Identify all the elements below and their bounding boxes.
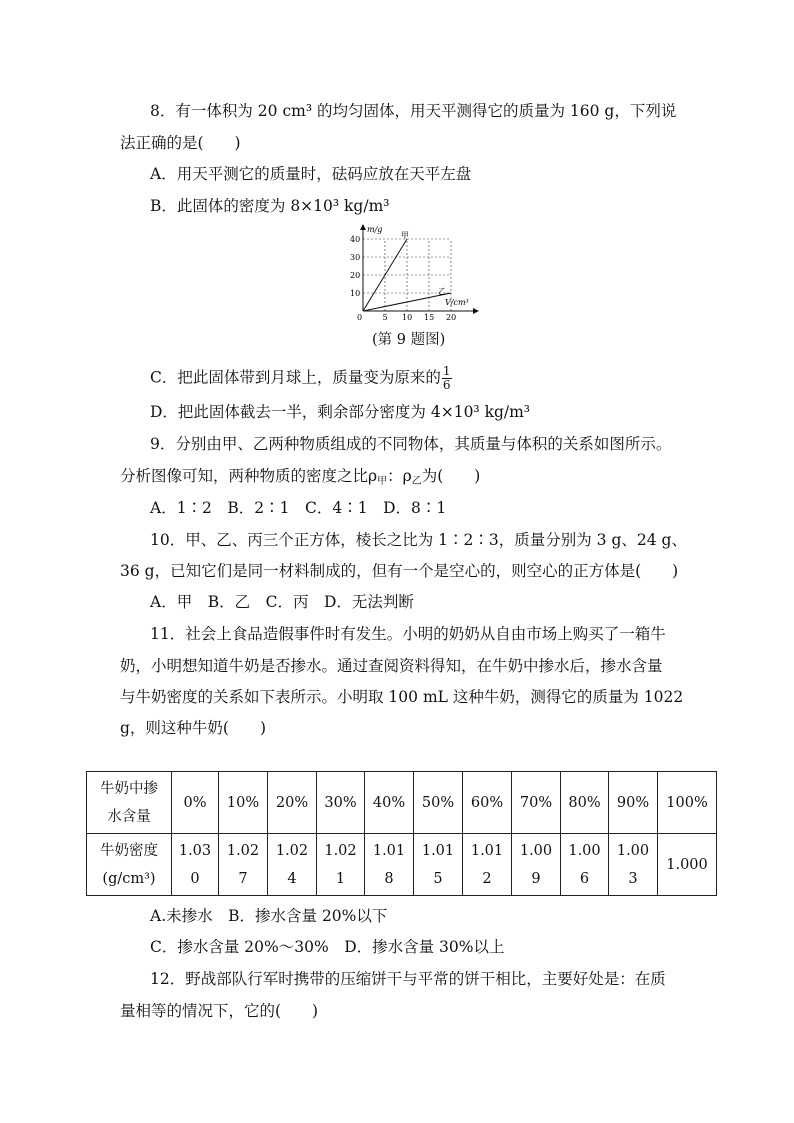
- q12-stem-line2: 量相等的情况下，它的( ): [120, 1002, 319, 1020]
- x-tick-label: 10: [402, 313, 413, 322]
- density-part-2: 1: [335, 870, 346, 887]
- density-part-1: 1.03: [178, 842, 212, 859]
- density-part-1: 1.02: [324, 842, 357, 859]
- q10-stem-line2: 36 g，已知它们是同一材料制成的，但有一个是空心的，则空心的正方体是( ): [120, 562, 679, 580]
- q11-options-cd: C．掺水含量 20%～30% D．掺水含量 30%以上: [150, 938, 505, 956]
- table-cell-density: [561, 834, 609, 896]
- figure-caption: (第 9 题图): [372, 332, 446, 348]
- density-part-2: 8: [384, 870, 394, 887]
- q8-option-b: B．此固体的密度为 8×10³ kg/m³: [150, 197, 390, 215]
- q8-option-d: D．把此固体截去一半，剩余部分密度为 4×10³ kg/m³: [150, 403, 531, 421]
- table-cell-water-percent: 50%: [414, 772, 463, 834]
- table-cell-density: [268, 834, 317, 896]
- density-part-2: 7: [238, 870, 248, 887]
- table-row-density: [87, 834, 717, 896]
- density-part-1: 1.000: [666, 856, 708, 873]
- table-cell-water-percent: 80%: [561, 772, 609, 834]
- q8-stem-line1: 8．有一体积为 20 cm³ 的均匀固体，用天平测得它的质量为 160 g，下列说: [150, 102, 677, 120]
- density-part-2: 6: [579, 870, 590, 887]
- mass-volume-chart: [340, 222, 480, 327]
- fraction-numerator: 1: [442, 364, 451, 378]
- table-cell-density: [609, 834, 658, 896]
- rho-sub-jia: 甲: [377, 476, 388, 487]
- q9-stem-pre: 分析图像可知，两种物质的密度之比ρ: [120, 467, 378, 485]
- row-header-density: 牛奶密度 (g/cm³): [87, 834, 172, 896]
- q11-stem-line4: g，则这种牛奶( ): [120, 719, 267, 737]
- table-cell-water-percent: 40%: [365, 772, 414, 834]
- y-tick-label: 40: [350, 235, 361, 244]
- q11-options-ab: A.未掺水 B．掺水含量 20%以下: [150, 907, 388, 925]
- table-cell-density: [219, 834, 268, 896]
- table-cell-density: [512, 834, 561, 896]
- y-tick-label: 30: [350, 253, 361, 262]
- y-axis-arrow: [360, 224, 366, 230]
- table-cell-water-percent: 70%: [512, 772, 561, 834]
- q9-stem-line2: [120, 466, 480, 492]
- x-axis-label: V/cm³: [445, 298, 469, 307]
- table-cell-water-percent: 10%: [219, 772, 268, 834]
- table-cell-water-percent: 90%: [609, 772, 658, 834]
- table-cell-water-percent: 20%: [268, 772, 317, 834]
- x-tick-label: 15: [424, 313, 435, 322]
- series-label-yi: 乙: [438, 287, 446, 296]
- density-part-1: 1.01: [421, 842, 455, 859]
- milk-density-table: [86, 771, 717, 896]
- fraction-denominator: 6: [442, 378, 451, 392]
- q10-options: A．甲 B．乙 C．丙 D．无法判断: [150, 593, 414, 611]
- q9-options: A．1∶2 B．2∶1 C．4∶1 D．8∶1: [150, 499, 447, 517]
- table-cell-density: [317, 834, 365, 896]
- y-tick-label: 10: [350, 289, 361, 298]
- q12-stem-line1: 12．野战部队行军时携带的压缩饼干与平常的饼干相比，主要好处是：在质: [150, 970, 666, 988]
- density-part-2: 4: [287, 870, 297, 887]
- density-part-2: 5: [433, 870, 443, 887]
- series-label-jia: 甲: [401, 231, 409, 240]
- q11-stem-line1: 11．社会上食品造假事件时有发生。小明的奶奶从自由市场上购买了一箱牛: [150, 625, 666, 643]
- density-part-1: 1.00: [616, 842, 650, 859]
- density-part-2: 9: [531, 870, 541, 887]
- q9-stem-line1: 9．分别由甲、乙两种物质组成的不同物体，其质量与体积的关系如图所示。: [150, 435, 672, 453]
- q8-option-c: [150, 365, 452, 392]
- density-part-2: 2: [482, 870, 492, 887]
- origin-label: 0: [357, 313, 363, 322]
- q8-option-c-text: C．把此固体带到月球上，质量变为原来的: [150, 368, 441, 387]
- density-part-2: 3: [628, 870, 638, 887]
- q11-stem-line3: 与牛奶密度的关系如下表所示。小明取 100 mL 这种牛奶，测得它的质量为 1022: [120, 688, 684, 706]
- table-cell-water-percent: 100%: [658, 772, 717, 834]
- table-cell-water-percent: 60%: [463, 772, 512, 834]
- q11-stem-line2: 奶，小明想知道牛奶是否掺水。通过查阅资料得知，在牛奶中掺水后，掺水含量: [120, 657, 663, 675]
- ratio-colon: ：ρ: [387, 467, 412, 485]
- y-tick-label: 20: [350, 271, 361, 280]
- density-part-1: 1.02: [226, 842, 260, 859]
- table-cell-density: [414, 834, 463, 896]
- q10-stem-line1: 10．甲、乙、丙三个正方体，棱长之比为 1∶2∶3，质量分别为 3 g、24 g、: [150, 531, 687, 549]
- table-cell-density: [172, 834, 219, 896]
- density-part-1: 1.01: [470, 842, 504, 859]
- row-header-water-content: 牛奶中掺 水含量: [87, 772, 172, 834]
- x-tick-label: 20: [446, 313, 457, 322]
- x-axis-arrow: [473, 308, 479, 314]
- density-part-1: 1.00: [519, 842, 553, 859]
- x-tick-label: 5: [382, 313, 388, 322]
- table-cell-density: [658, 834, 717, 896]
- y-axis-label: m/g: [367, 225, 383, 234]
- fraction: [442, 365, 452, 392]
- table-cell-density: [365, 834, 414, 896]
- q8-option-a: A．用天平测它的质量时，砝码应放在天平左盘: [150, 165, 472, 183]
- q9-stem-post: 为( ): [421, 467, 481, 485]
- table-cell-water-percent: 30%: [317, 772, 365, 834]
- q8-stem-line2: 法正确的是( ): [120, 134, 241, 152]
- table-row-water-content: [87, 772, 717, 834]
- chart-grid: [363, 239, 451, 311]
- rho-sub-yi: 乙: [411, 476, 422, 487]
- table-cell-density: [463, 834, 512, 896]
- density-part-1: 1.02: [275, 842, 309, 859]
- table-cell-water-percent: 0%: [172, 772, 219, 834]
- density-part-1: 1.01: [372, 842, 406, 859]
- density-part-2: 0: [190, 870, 200, 887]
- density-part-1: 1.00: [568, 842, 601, 859]
